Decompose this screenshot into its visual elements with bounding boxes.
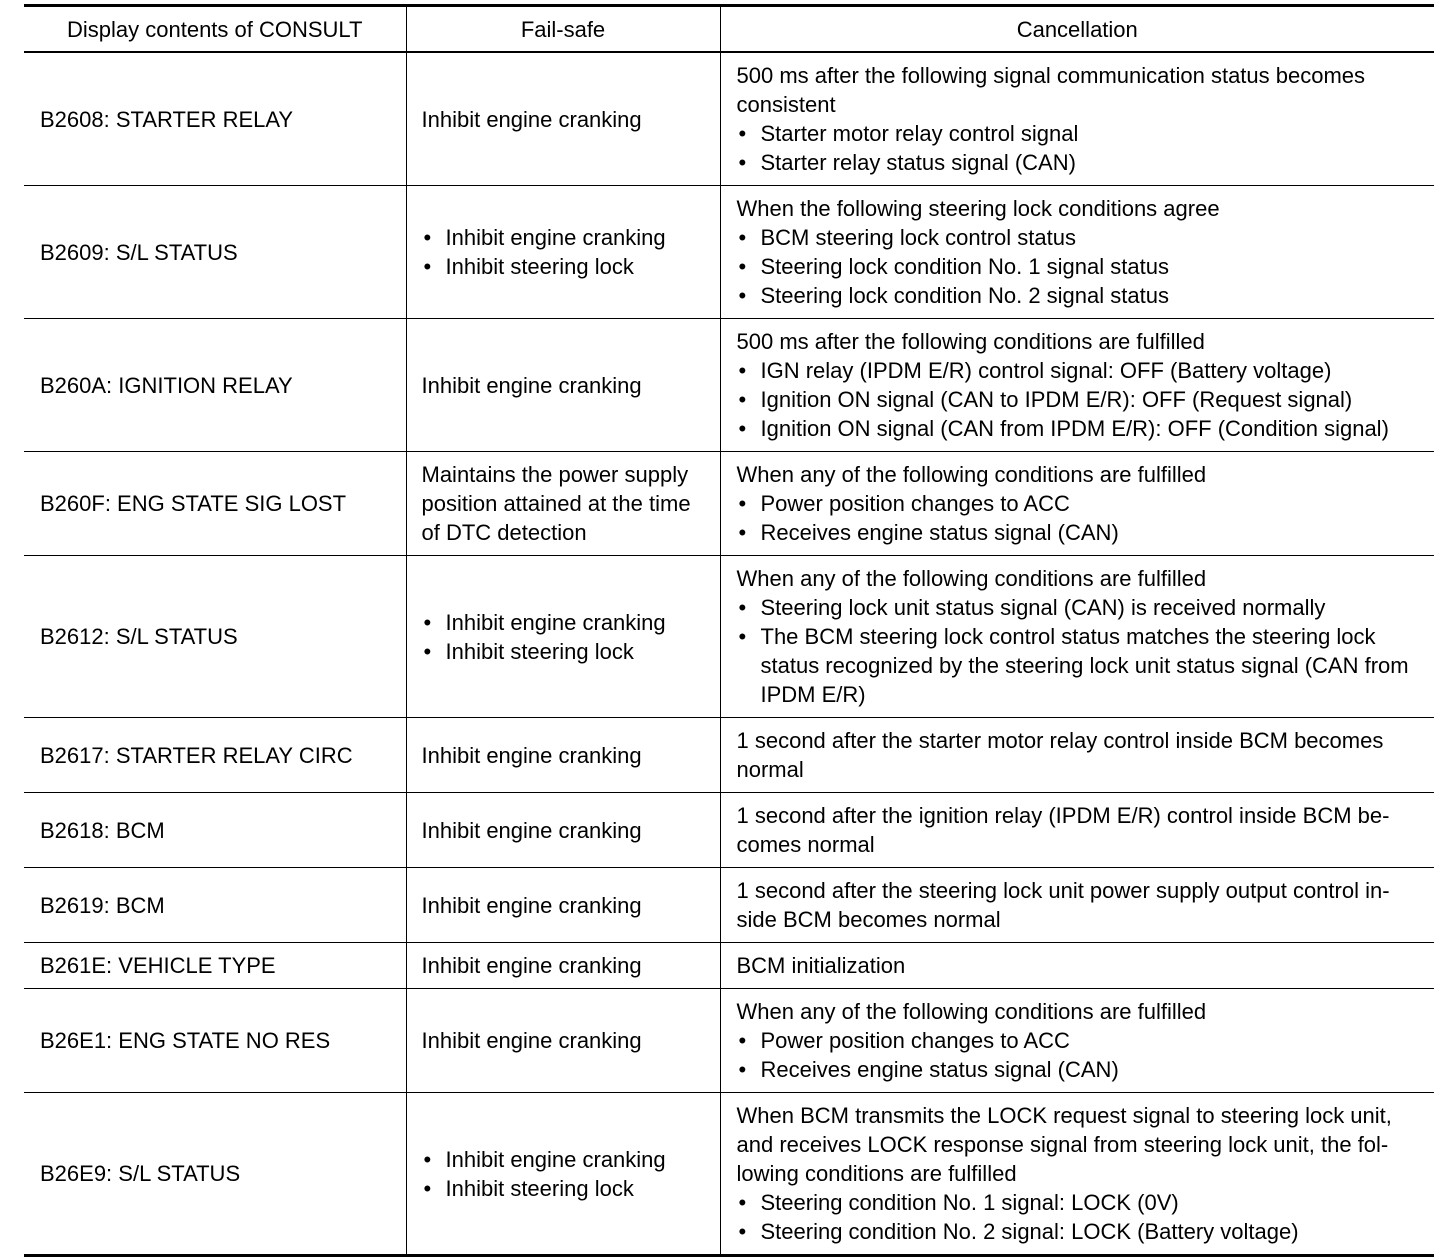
dtc-code-cell: B260A: IGNITION RELAY: [24, 319, 406, 452]
cancellation-text: When the following steering lock conditions agree: [736, 196, 1220, 221]
cancellation-text: lowing conditions are fulfilled: [736, 1161, 1017, 1186]
failsafe-cell: [406, 989, 720, 1093]
table-row: [24, 943, 1434, 989]
cancellation-cell: [720, 186, 1434, 319]
dtc-code-cell: B2617: STARTER RELAY CIRC: [24, 718, 406, 793]
cancellation-cell: [720, 868, 1434, 943]
dtc-code-cell: B261E: VEHICLE TYPE: [24, 943, 406, 989]
failsafe-cell: [406, 186, 720, 319]
cancellation-text: When any of the following conditions are fulfilled: [736, 566, 1207, 591]
table-body: [24, 52, 1434, 1256]
cancellation-cell: [720, 793, 1434, 868]
cancellation-item: • The BCM steering lock control status matches the steering lock status recognized by the steering lock unit status signal (CAN from IPDM E/R): [737, 622, 1427, 709]
failsafe-list: [422, 223, 710, 281]
cancellation-cell: [720, 989, 1434, 1093]
failsafe-text: Inhibit engine cranking: [421, 953, 642, 978]
dtc-code-cell: B260F: ENG STATE SIG LOST: [24, 452, 406, 556]
table-row: [24, 452, 1434, 556]
failsafe-cell: [406, 452, 720, 556]
cancellation-cell: [720, 319, 1434, 452]
cancellation-text: and receives LOCK response signal from steering lock unit, the fol-: [736, 1132, 1389, 1157]
cancellation-item: • Starter relay status signal (CAN): [737, 148, 1427, 177]
table-row: [24, 52, 1434, 186]
dtc-code-cell: B2608: STARTER RELAY: [24, 52, 406, 186]
cancellation-text: When any of the following conditions are fulfilled: [736, 999, 1207, 1024]
failsafe-text: Inhibit engine cranking: [421, 372, 642, 398]
cancellation-item: • Receives engine status signal (CAN): [737, 518, 1427, 547]
failsafe-cell: [406, 556, 720, 718]
table-row: [24, 186, 1434, 319]
dtc-code-cell: B2609: S/L STATUS: [24, 186, 406, 319]
failsafe-cell: [406, 52, 720, 186]
failsafe-text: Inhibit engine cranking: [421, 892, 642, 918]
failsafe-cell: [406, 1093, 720, 1256]
table-row: [24, 556, 1434, 718]
header-row: [24, 6, 1434, 53]
table-row: [24, 989, 1434, 1093]
header-cancellation: Cancellation: [720, 6, 1434, 53]
failsafe-text: Inhibit engine cranking: [421, 106, 642, 132]
failsafe-item: • Inhibit steering lock: [422, 1174, 710, 1203]
failsafe-list: [422, 1145, 710, 1203]
table-row: [24, 793, 1434, 868]
cancellation-text: normal: [736, 757, 804, 782]
cancellation-text: consistent: [736, 92, 836, 117]
table-row: [24, 868, 1434, 943]
cancellation-list: [737, 223, 1427, 310]
cancellation-item: • Power position changes to ACC: [737, 489, 1427, 518]
cancellation-cell: [720, 943, 1434, 989]
cancellation-cell: [720, 718, 1434, 793]
cancellation-item: • BCM steering lock control status: [737, 223, 1427, 252]
failsafe-cell: [406, 943, 720, 989]
failsafe-text: Inhibit engine cranking: [421, 742, 642, 768]
cancellation-item: • Receives engine status signal (CAN): [737, 1055, 1427, 1084]
cancellation-item: • Steering condition No. 2 signal: LOCK (Battery voltage): [737, 1217, 1427, 1246]
table-row: [24, 718, 1434, 793]
dtc-code-cell: B2612: S/L STATUS: [24, 556, 406, 718]
cancellation-item: • Ignition ON signal (CAN to IPDM E/R): OFF (Request signal): [737, 385, 1427, 414]
cancellation-list: [737, 593, 1427, 709]
cancellation-cell: [720, 52, 1434, 186]
failsafe-item: • Inhibit engine cranking: [422, 223, 710, 252]
cancellation-text: 1 second after the steering lock unit power supply output control in-: [736, 878, 1390, 903]
cancellation-list: [737, 1026, 1427, 1084]
cancellation-cell: [720, 1093, 1434, 1256]
failsafe-text: Inhibit engine cranking: [421, 817, 642, 843]
dtc-code-cell: B26E1: ENG STATE NO RES: [24, 989, 406, 1093]
cancellation-item: • Starter motor relay control signal: [737, 119, 1427, 148]
cancellation-item: • Power position changes to ACC: [737, 1026, 1427, 1055]
cancellation-item: • Ignition ON signal (CAN from IPDM E/R): OFF (Condition signal): [737, 414, 1427, 443]
cancellation-text: 500 ms after the following signal communication status becomes: [736, 63, 1366, 88]
cancellation-text: When any of the following conditions are fulfilled: [736, 462, 1207, 487]
cancellation-text: 1 second after the ignition relay (IPDM E/R) control inside BCM be-: [736, 803, 1390, 828]
failsafe-text: Inhibit engine cranking: [421, 1028, 642, 1053]
dtc-code-cell: B26E9: S/L STATUS: [24, 1093, 406, 1256]
failsafe-cell: [406, 793, 720, 868]
table-row: [24, 319, 1434, 452]
cancellation-list: [737, 119, 1427, 177]
failsafe-table: [24, 4, 1434, 1257]
cancellation-text: 1 second after the starter motor relay control inside BCM becomes: [736, 728, 1384, 753]
dtc-code-cell: B2619: BCM: [24, 868, 406, 943]
failsafe-cell: [406, 868, 720, 943]
failsafe-item: • Inhibit engine cranking: [422, 608, 710, 637]
cancellation-list: [737, 489, 1427, 547]
dtc-code-cell: B2618: BCM: [24, 793, 406, 868]
cancellation-item: • Steering lock condition No. 1 signal status: [737, 252, 1427, 281]
failsafe-item: • Inhibit steering lock: [422, 252, 710, 281]
cancellation-item: • Steering lock unit status signal (CAN) is received normally: [737, 593, 1427, 622]
header-consult: Display contents of CONSULT: [24, 6, 406, 53]
cancellation-list: [737, 356, 1427, 443]
cancellation-item: • Steering lock condition No. 2 signal status: [737, 281, 1427, 310]
failsafe-item: • Inhibit steering lock: [422, 637, 710, 666]
cancellation-item: • IGN relay (IPDM E/R) control signal: OFF (Battery voltage): [737, 356, 1427, 385]
cancellation-list: [737, 1188, 1427, 1246]
cancellation-text: 500 ms after the following conditions are fulfilled: [736, 329, 1205, 354]
failsafe-text: Maintains the power supply position attained at the time of DTC detection: [421, 462, 691, 545]
cancellation-text: comes normal: [736, 832, 875, 857]
table-row: [24, 1093, 1434, 1256]
failsafe-item: • Inhibit engine cranking: [422, 1145, 710, 1174]
cancellation-text: When BCM transmits the LOCK request signal to steering lock unit,: [736, 1103, 1392, 1128]
cancellation-cell: [720, 556, 1434, 718]
cancellation-text: side BCM becomes normal: [736, 907, 1001, 932]
cancellation-cell: [720, 452, 1434, 556]
failsafe-list: [422, 608, 710, 666]
failsafe-cell: [406, 718, 720, 793]
header-failsafe: Fail-safe: [406, 6, 720, 53]
failsafe-cell: [406, 319, 720, 452]
cancellation-item: • Steering condition No. 1 signal: LOCK (0V): [737, 1188, 1427, 1217]
cancellation-text: BCM initialization: [736, 953, 906, 978]
